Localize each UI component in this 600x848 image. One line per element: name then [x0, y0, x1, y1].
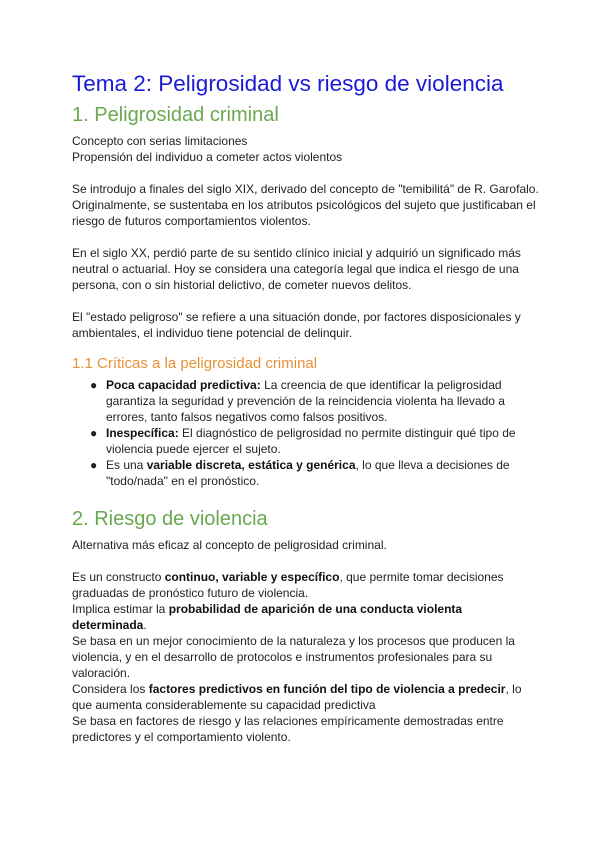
bullet-icon: ●	[90, 426, 98, 440]
s2-p4-bold: factores predictivos en función del tipo de violencia a predecir	[148, 682, 506, 696]
s2-p2-pre: Implica estimar la	[72, 602, 169, 616]
section-2-heading: 2. Riesgo de violencia	[72, 508, 268, 530]
s1-paragraph-3: El "estado peligroso" se refiere a una situación donde, por factores disposicionales y ambientales, el individuo tiene potencial de delinquir.	[72, 310, 521, 340]
bullet-2-text: El diagnóstico de peligrosidad no permite distinguir qué tipo de violencia puede ejercer el sujeto.	[106, 426, 516, 456]
s2-p4-pre: Considera los	[72, 682, 149, 696]
s2-p4-post: , lo que aumenta considerablemente su capacidad predictiva	[72, 682, 522, 712]
bullet-3-bold: variable discreta, estática y genérica	[146, 458, 356, 472]
section-1-heading: 1. Peligrosidad criminal	[72, 104, 279, 126]
criticism-list	[72, 377, 540, 489]
bullet-3-pre: Es una	[106, 458, 147, 472]
s2-paragraph-5: Se basa en factores de riesgo y las relaciones empíricamente demostradas entre predictores y el comportamiento violento.	[72, 714, 504, 744]
s2-p1-post: , que permite tomar decisiones graduadas de pronóstico futuro de violencia.	[72, 570, 504, 600]
section-1-1-heading: 1.1 Críticas a la peligrosidad criminal	[72, 355, 318, 372]
bullet-icon: ●	[90, 378, 98, 392]
s1-paragraph-2: En el siglo XX, perdió parte de su sentido clínico inicial y adquirió un significado más neutral o actuarial. Hoy se considera una categoría legal que indica el riesgo de una persona, con o sin historial delictivo, de cometer nuevos delitos.	[72, 246, 521, 292]
s1-line-2: Propensión del individuo a cometer actos violentos	[72, 150, 343, 164]
s2-paragraph-1	[72, 569, 540, 601]
list-item	[90, 425, 540, 457]
document-title: Tema 2: Peligrosidad vs riesgo de violencia	[72, 71, 504, 96]
bullet-icon: ●	[90, 458, 98, 472]
list-item	[90, 377, 540, 425]
s2-p2-bold: probabilidad de aparición de una conducta violenta determinada	[72, 602, 463, 632]
s2-paragraph-2	[72, 601, 540, 633]
s2-paragraph-3: Se basa en un mejor conocimiento de la naturaleza y los procesos que producen la violencia, y en el desarrollo de protocolos e instrumentos profesionales para su valoración.	[72, 634, 515, 680]
bullet-1-bold: Poca capacidad predictiva:	[106, 378, 261, 392]
s2-line-1: Alternativa más eficaz al concepto de peligrosidad criminal.	[72, 538, 387, 552]
s2-p1-pre: Es un constructo	[72, 570, 165, 584]
s2-paragraph-4	[72, 681, 540, 713]
s1-paragraph-1: Se introdujo a finales del siglo XIX, derivado del concepto de "temibilitá" de R. Garofalo. Originalmente, se sustentaba en los atributos psicológicos del sujeto que justificaban el riesgo de futuros comportamientos violentos.	[72, 182, 539, 228]
list-item	[90, 457, 540, 489]
bullet-3-text: , lo que lleva a decisiones de "todo/nada" en el pronóstico.	[106, 458, 510, 488]
s2-p1-bold: continuo, variable y específico	[164, 570, 340, 584]
bullet-1-text: La creencia de que identificar la peligrosidad garantiza la seguridad y prevención de la reincidencia violenta ha llevado a errores, tanto falsos negativos como falsos positivos.	[106, 378, 505, 424]
bullet-2-bold: Inespecífica:	[106, 426, 179, 440]
s2-p2-post: .	[143, 618, 147, 632]
s1-line-1: Concepto con serias limitaciones	[72, 134, 248, 148]
